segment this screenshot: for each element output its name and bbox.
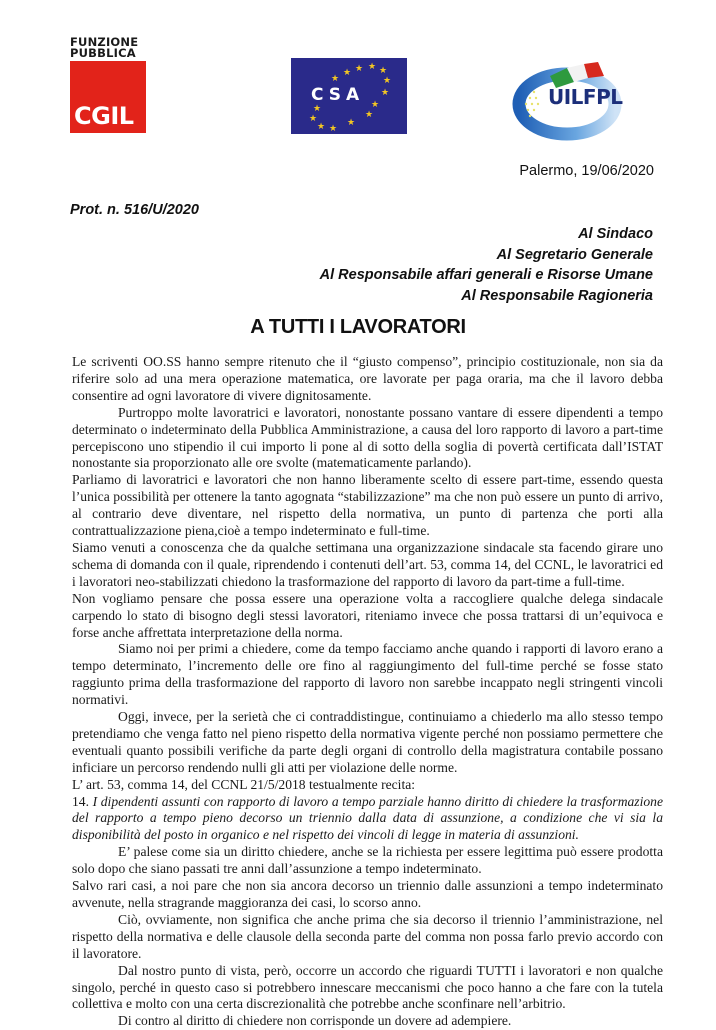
paragraph: Di contro al diritto di chiedere non corrisponde un dovere ad adempiere. <box>118 1013 512 1029</box>
paragraph: Siamo venuti a conoscenza che da qualche settimana una organizzazione sindacale sta facendo girare uno schema di domanda con il quale, riprendendo i contenuti dell’art. 53, comma 14, del CCNL, le lavoratrici ed i lavoratori neo-stabilizzati chiedono la trasformazione del rapporto di lavoro da part-time a full-time. <box>72 539 663 589</box>
cgil-logo-text: CGIL <box>74 102 134 130</box>
paragraph: Le scriventi OO.SS hanno sempre ritenuto che il “giusto compenso”, principio costituzionale, non sia da riferire solo ad una mera operazione matematica, ore lavorate per paga oraria, ma che il lavoro debba consentire ad ogni lavoratore di vivere dignitosamente. <box>72 354 663 403</box>
recipient: Al Responsabile Ragioneria <box>461 287 653 304</box>
quote-text: I dipendenti assunti con rapporto di lavoro a tempo parziale hanno diritto di chiedere la trasformazione del rapporto a tempo pieno decorso un triennio dalla data di assunzione, a condizione che vi sia la disponibilità del posto in organico e nel rispetto dei vincoli di legge in materia di assunzioni. <box>72 793 663 843</box>
recipient: Al Responsabile affari generali e Risorse Umane <box>319 267 653 283</box>
paragraph: Ciò, ovviamente, non significa che anche prima che sia decorso il triennio l’amministrazione, nel rispetto della normativa e delle clausole della seconda parte del comma non possa farlo previo accordo con il lavoratore. <box>72 911 663 961</box>
star-icon: ★ <box>343 67 352 77</box>
paragraph: Oggi, invece, per la serietà che ci contraddistingue, continuiamo a chiederlo ma allo stesso tempo pretendiamo che venga fatto nel pieno rispetto della normativa vigente perché non possiamo permettere che eventuali quanto possibili verifiche da parte degli organi di controllo della magistratura contabile possano inficiare un percorso rendendo nulli gli atti per violazione delle norme. <box>72 709 663 775</box>
paragraph: Siamo noi per primi a chiedere, come da tempo facciamo anche quando i rapporti di lavoro erano a tempo determinato, l’incremento delle ore fino al raggiungimento del full-time perché se fosse stato raggiunto prima della trasformazione del rapporto di lavoro non sarebbe incappato negli stringenti vincoli normativi. <box>72 641 663 708</box>
star-icon: ★ <box>347 117 356 127</box>
recipient: Al Segretario Generale <box>496 246 653 263</box>
cgil-logo-line1: FUNZIONE <box>70 35 139 49</box>
paragraph: Dal nostro punto di vista, però, occorre un accordo che riguardi TUTTI i lavoratori e non qualche singolo, perché in questo caso si potrebbero innescare meccanismi che poco hanno a che fare con la tutela collettiva e molto con una certa discrezionalità che potrebbe anche sconfinare nell’arbitrio. <box>72 962 663 1012</box>
star-icon: ★ <box>329 123 338 133</box>
star-icon: ★ <box>317 121 326 131</box>
star-icon: ★ <box>355 63 364 73</box>
star-icon: ★ <box>371 99 380 109</box>
paragraph: Parliamo di lavoratrici e lavoratori che non hanno liberamente scelto di essere part-time, essendo questa l’unica possibilità per ottenere la tanto agognata “stabilizzazione” ma che non può essere un punto di arrivo, al contrario deve diventare, nel rispetto della normativa, un punto di partenza che porti alla contrattualizzazione piena,cioè a tempo indeterminato e full-time. <box>72 472 663 539</box>
star-icon: ★ <box>379 65 388 75</box>
csa-logo-text: CSA <box>311 85 365 105</box>
recipient: Al Sindaco <box>578 226 653 242</box>
star-icon: ★ <box>365 109 374 119</box>
paragraph: Salvo rari casi, a noi pare che non sia ancora decorso un triennio dalle assunzioni a tempo indeterminato avvenute, nella stragrande maggioranza dei casi, lo scorso anno. <box>72 878 663 910</box>
quoted-article <box>72 794 663 845</box>
paragraph: Non vogliamo pensare che possa essere una operazione volta a raccogliere qualche delega sindacale carpendo lo stato di bisogno degli stessi lavoratori, riteniamo invece che possa trattarsi di un’equivoca e forse anche affrettata interpretazione della norma. <box>72 590 663 640</box>
uilfpl-logo <box>512 52 642 142</box>
paragraph: L’ art. 53, comma 14, del CCNL 21/5/2018 testualmente recita: <box>72 776 416 792</box>
star-icon: ★ <box>313 103 322 113</box>
document-body <box>72 354 663 1030</box>
paragraph: Purtroppo molte lavoratrici e lavoratori, nonostante possano vantare di essere dipendenti a tempo determinato o indeterminato della Pubblica Amministrazione, a causa del loro rapporto di lavoro a part-time percepiscono uno stipendio il cui importo li pone al di sotto della soglia di povertà certificata dall’ISTAT nonostante sia proporzionato alle ore svolte (matematicamente parlando). <box>72 404 663 471</box>
quote-number: 14. <box>72 793 93 809</box>
place-date: Palermo, 19/06/2020 <box>519 163 654 179</box>
document-title: A TUTTI I LAVORATORI <box>250 316 466 338</box>
recipients-block <box>320 224 653 306</box>
uilfpl-logo-text: UILFPL <box>548 85 623 109</box>
star-icon: ★ <box>331 73 340 83</box>
star-icon: ★ <box>309 113 318 123</box>
paragraph: E’ palese come sia un diritto chiedere, anche se la richiesta per essere legittima può essere prodotta solo dopo che siano passati tre anni dall’assunzione a tempo indeterminato. <box>72 844 663 877</box>
cgil-logo-line2: PUBBLICA <box>70 46 136 60</box>
cgil-logo-box <box>70 61 146 133</box>
star-icon: ★ <box>383 75 392 85</box>
protocol-number: Prot. n. 516/U/2020 <box>70 202 199 218</box>
star-icon: ★ <box>381 87 390 97</box>
csa-logo <box>291 58 407 134</box>
star-icon: ★ <box>368 61 377 71</box>
cgil-logo <box>70 37 150 133</box>
